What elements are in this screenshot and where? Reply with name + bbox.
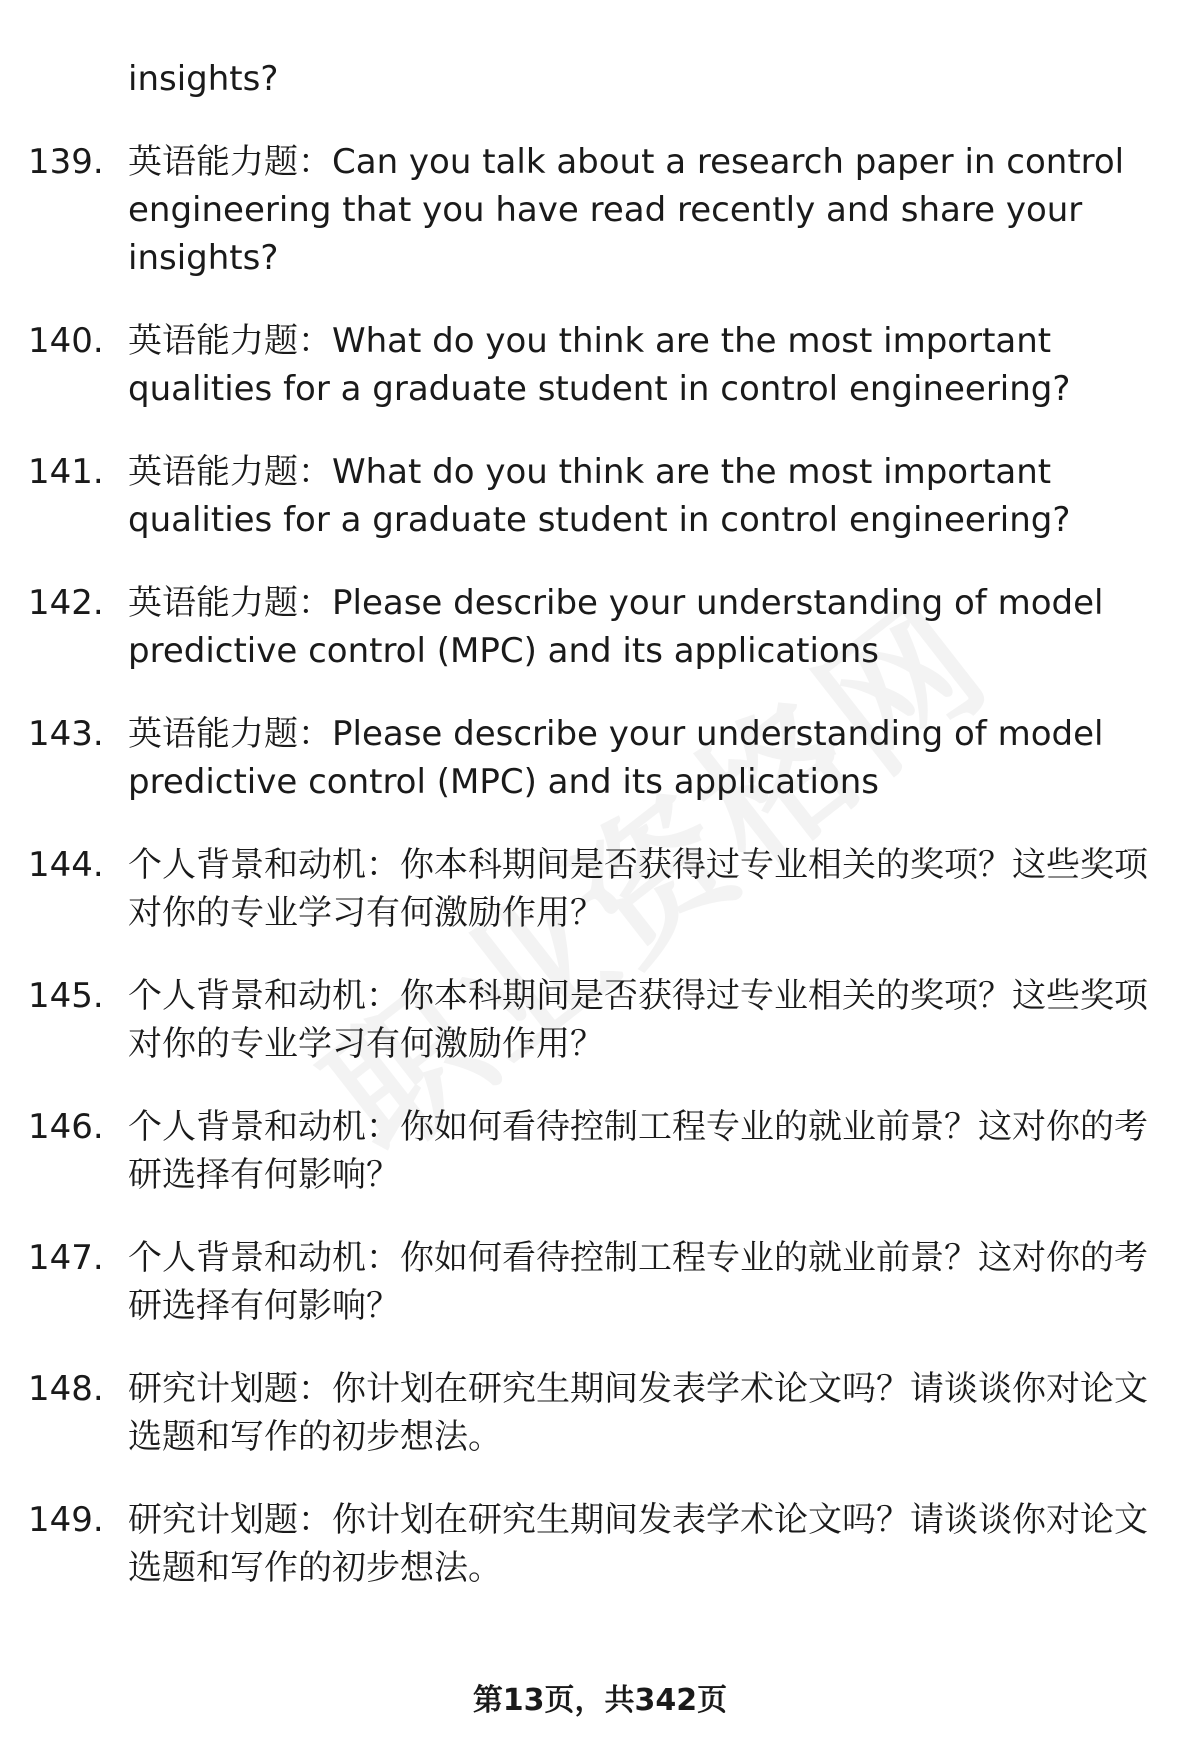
question-number: 143. (28, 714, 104, 754)
question-text: 英语能力题：What do you think are the most important qualities for a graduate student in control engineering? (128, 321, 1071, 409)
question-item (28, 317, 1178, 413)
question-text: 英语能力题：Please describe your understanding of model predictive control (MPC) and its applications (128, 714, 1104, 802)
question-text: 个人背景和动机：你如何看待控制工程专业的就业前景？这对你的考研选择有何影响？ (128, 1107, 1148, 1195)
question-number: 144. (28, 845, 104, 885)
question-text: 英语能力题：Can you talk about a research paper in control engineering that you have read recently and share your insights? (128, 142, 1125, 278)
question-text: 研究计划题：你计划在研究生期间发表学术论文吗？请谈谈你对论文选题和写作的初步想法。 (128, 1369, 1148, 1457)
question-text: 研究计划题：你计划在研究生期间发表学术论文吗？请谈谈你对论文选题和写作的初步想法。 (128, 1500, 1148, 1588)
question-text: 英语能力题：Please describe your understanding of model predictive control (MPC) and its applications (128, 583, 1104, 671)
question-number: 145. (28, 976, 104, 1016)
continued-text: insights? (128, 59, 279, 99)
question-number: 147. (28, 1238, 104, 1278)
question-item (28, 710, 1178, 806)
question-text: 个人背景和动机：你本科期间是否获得过专业相关的奖项？这些奖项对你的专业学习有何激励作用？ (128, 976, 1148, 1064)
question-number: 139. (28, 142, 104, 182)
question-item (28, 138, 1178, 282)
question-item (28, 841, 1178, 937)
question-item (28, 1496, 1178, 1592)
question-number: 148. (28, 1369, 104, 1409)
question-number: 149. (28, 1500, 104, 1540)
question-number: 141. (28, 452, 104, 492)
question-item (28, 448, 1178, 544)
page-footer: 第13页，共342页 (472, 1683, 728, 1718)
question-number: 142. (28, 583, 104, 623)
question-number: 140. (28, 321, 104, 361)
question-list (28, 55, 1178, 1592)
question-text: 个人背景和动机：你如何看待控制工程专业的就业前景？这对你的考研选择有何影响？ (128, 1238, 1148, 1326)
question-item (28, 972, 1178, 1068)
question-text: 英语能力题：What do you think are the most important qualities for a graduate student in control engineering? (128, 452, 1071, 540)
question-item (28, 579, 1178, 675)
question-number: 146. (28, 1107, 104, 1147)
question-item (28, 1234, 1178, 1330)
question-text: 个人背景和动机：你本科期间是否获得过专业相关的奖项？这些奖项对你的专业学习有何激励作用？ (128, 845, 1148, 933)
question-item (28, 1103, 1178, 1199)
question-item (28, 1365, 1178, 1461)
